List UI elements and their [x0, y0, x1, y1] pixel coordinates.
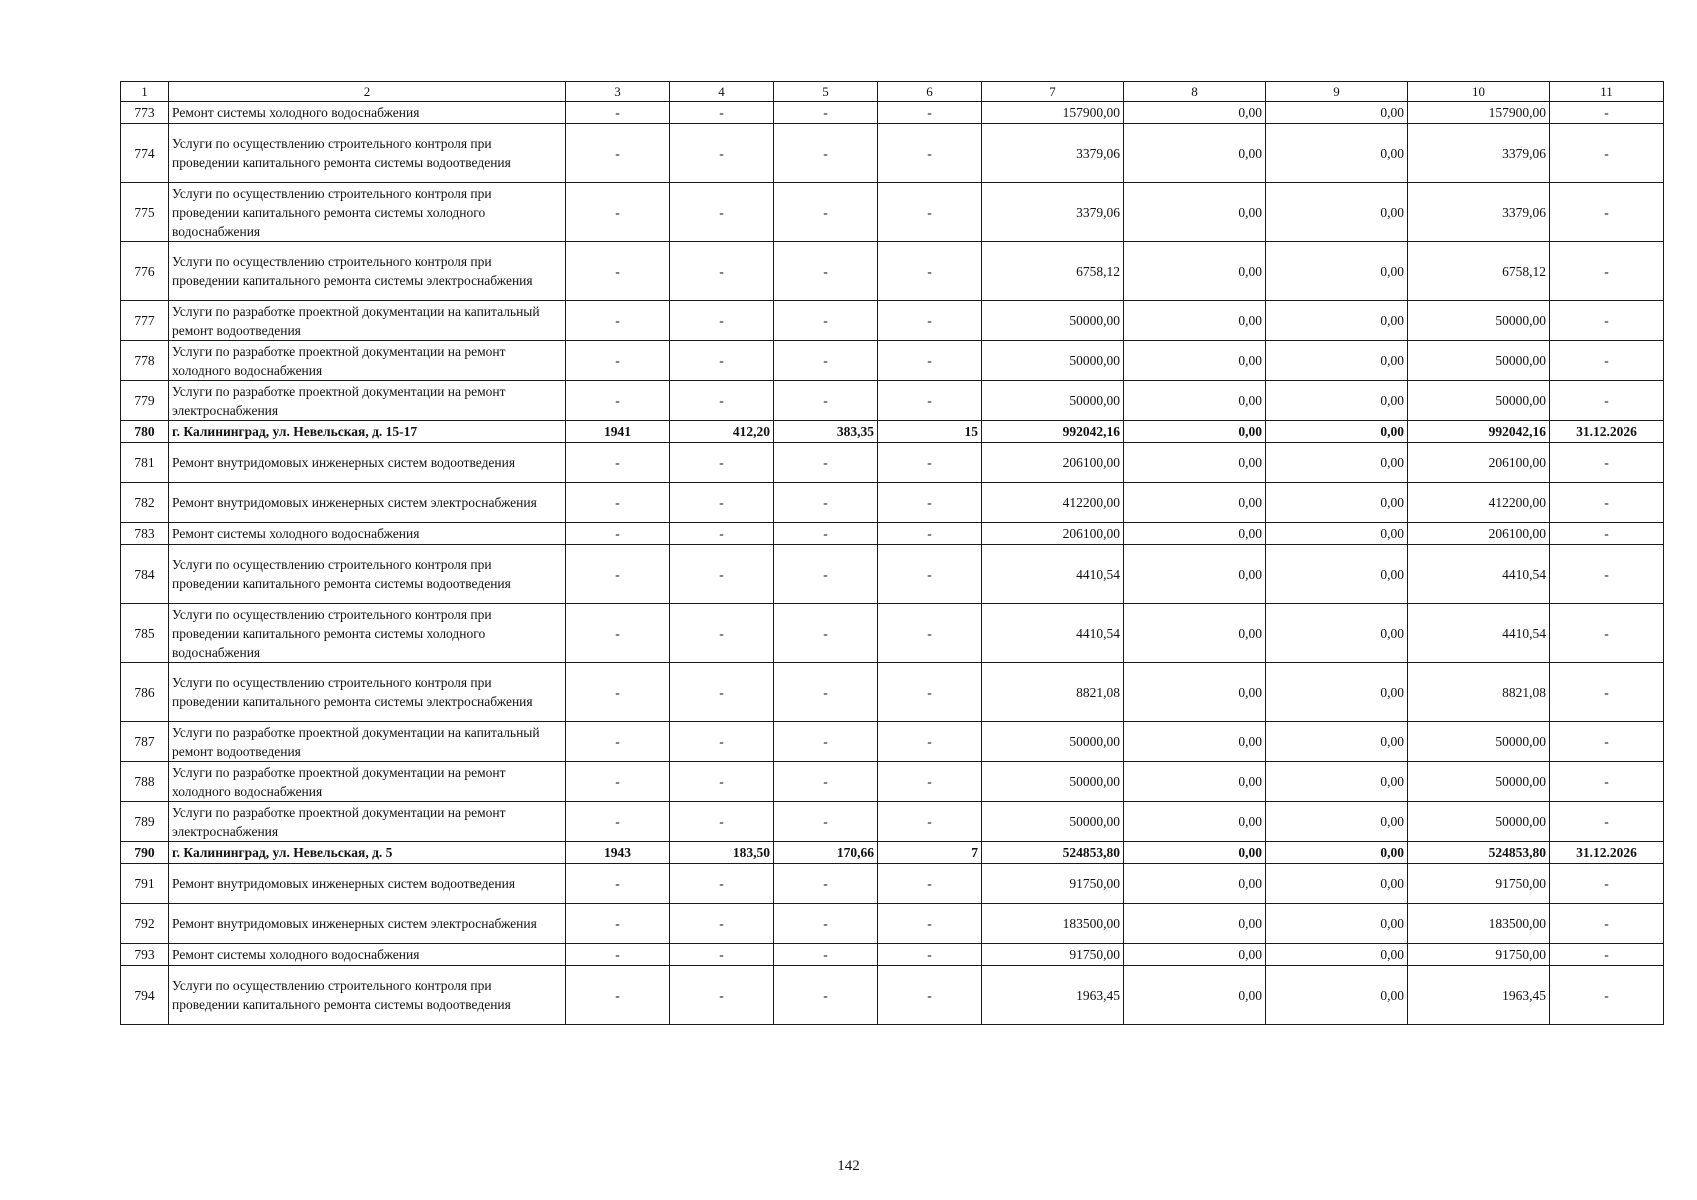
- col7-cell: 50000,00: [982, 341, 1124, 381]
- col5-cell: -: [774, 381, 878, 421]
- col3-cell: -: [566, 604, 670, 663]
- document-sheet: [120, 81, 1663, 1025]
- col4-cell: -: [670, 381, 774, 421]
- col5-cell: -: [774, 183, 878, 242]
- table-body: [121, 82, 1664, 1025]
- col8-cell: 0,00: [1124, 604, 1266, 663]
- work-name-cell: Услуги по разработке проектной документации на ремонт электроснабжения: [169, 381, 566, 421]
- col6-cell: -: [878, 242, 982, 301]
- col3-cell: 1941: [566, 421, 670, 443]
- col11-cell: -: [1550, 904, 1664, 944]
- col4-cell: -: [670, 722, 774, 762]
- col6-cell: -: [878, 966, 982, 1025]
- col8-cell: 0,00: [1124, 663, 1266, 722]
- col10-cell: 3379,06: [1408, 183, 1550, 242]
- table-row: [121, 183, 1664, 242]
- row-number-cell: 778: [121, 341, 169, 381]
- col10-cell: 91750,00: [1408, 944, 1550, 966]
- table-row: [121, 663, 1664, 722]
- col11-cell: -: [1550, 183, 1664, 242]
- col4-cell: -: [670, 443, 774, 483]
- col7-cell: 4410,54: [982, 545, 1124, 604]
- work-name-cell: г. Калининград, ул. Невельская, д. 5: [169, 842, 566, 864]
- column-number-header-row: [121, 82, 1664, 102]
- col5-cell: -: [774, 124, 878, 183]
- col5-cell: -: [774, 722, 878, 762]
- col7-cell: 50000,00: [982, 301, 1124, 341]
- table-row: [121, 864, 1664, 904]
- col11-cell: -: [1550, 381, 1664, 421]
- work-name-cell: Услуги по разработке проектной документации на ремонт холодного водоснабжения: [169, 762, 566, 802]
- col11-cell: -: [1550, 663, 1664, 722]
- col6-cell: -: [878, 944, 982, 966]
- work-name-cell: Услуги по осуществлению строительного контроля при проведении капитального ремонта системы водоотведения: [169, 124, 566, 183]
- col3-cell: -: [566, 663, 670, 722]
- col5-cell: -: [774, 802, 878, 842]
- col4-cell: -: [670, 102, 774, 124]
- row-number-cell: 788: [121, 762, 169, 802]
- col8-cell: 0,00: [1124, 944, 1266, 966]
- col7-cell: 206100,00: [982, 443, 1124, 483]
- col5-cell: 170,66: [774, 842, 878, 864]
- col8-cell: 0,00: [1124, 443, 1266, 483]
- col7-cell: 8821,08: [982, 663, 1124, 722]
- work-name-cell: Услуги по осуществлению строительного контроля при проведении капитального ремонта системы электроснабжения: [169, 663, 566, 722]
- column-header: 7: [982, 82, 1124, 102]
- col7-cell: 412200,00: [982, 483, 1124, 523]
- work-name-cell: Услуги по разработке проектной документации на ремонт холодного водоснабжения: [169, 341, 566, 381]
- table-row: [121, 443, 1664, 483]
- col8-cell: 0,00: [1124, 381, 1266, 421]
- col3-cell: -: [566, 483, 670, 523]
- col9-cell: 0,00: [1266, 904, 1408, 944]
- col9-cell: 0,00: [1266, 242, 1408, 301]
- col7-cell: 524853,80: [982, 842, 1124, 864]
- col8-cell: 0,00: [1124, 864, 1266, 904]
- col5-cell: -: [774, 443, 878, 483]
- work-name-cell: Ремонт внутридомовых инженерных систем водоотведения: [169, 443, 566, 483]
- row-number-cell: 780: [121, 421, 169, 443]
- col8-cell: 0,00: [1124, 301, 1266, 341]
- col5-cell: -: [774, 545, 878, 604]
- table-row: [121, 722, 1664, 762]
- work-name-cell: Услуги по осуществлению строительного контроля при проведении капитального ремонта системы водоотведения: [169, 966, 566, 1025]
- col4-cell: -: [670, 944, 774, 966]
- col10-cell: 50000,00: [1408, 722, 1550, 762]
- col8-cell: 0,00: [1124, 762, 1266, 802]
- col6-cell: -: [878, 762, 982, 802]
- col3-cell: -: [566, 523, 670, 545]
- col10-cell: 524853,80: [1408, 842, 1550, 864]
- col6-cell: -: [878, 604, 982, 663]
- col11-cell: -: [1550, 523, 1664, 545]
- col10-cell: 8821,08: [1408, 663, 1550, 722]
- col11-cell: -: [1550, 944, 1664, 966]
- col9-cell: 0,00: [1266, 604, 1408, 663]
- column-header: 6: [878, 82, 982, 102]
- col4-cell: -: [670, 762, 774, 802]
- col3-cell: -: [566, 301, 670, 341]
- row-number-cell: 790: [121, 842, 169, 864]
- col10-cell: 50000,00: [1408, 381, 1550, 421]
- work-name-cell: Ремонт внутридомовых инженерных систем электроснабжения: [169, 904, 566, 944]
- col9-cell: 0,00: [1266, 102, 1408, 124]
- table-row: [121, 341, 1664, 381]
- col5-cell: -: [774, 102, 878, 124]
- column-header: 5: [774, 82, 878, 102]
- col9-cell: 0,00: [1266, 663, 1408, 722]
- col9-cell: 0,00: [1266, 341, 1408, 381]
- col11-cell: -: [1550, 722, 1664, 762]
- col7-cell: 1963,45: [982, 966, 1124, 1025]
- col8-cell: 0,00: [1124, 124, 1266, 183]
- col4-cell: 412,20: [670, 421, 774, 443]
- col7-cell: 3379,06: [982, 183, 1124, 242]
- col10-cell: 206100,00: [1408, 523, 1550, 545]
- table-row: [121, 966, 1664, 1025]
- row-number-cell: 789: [121, 802, 169, 842]
- col4-cell: -: [670, 124, 774, 183]
- col9-cell: 0,00: [1266, 722, 1408, 762]
- col10-cell: 412200,00: [1408, 483, 1550, 523]
- col11-cell: -: [1550, 483, 1664, 523]
- col8-cell: 0,00: [1124, 722, 1266, 762]
- col4-cell: -: [670, 242, 774, 301]
- work-name-cell: Услуги по разработке проектной документации на капитальный ремонт водоотведения: [169, 722, 566, 762]
- col5-cell: -: [774, 966, 878, 1025]
- col6-cell: 15: [878, 421, 982, 443]
- work-name-cell: Ремонт системы холодного водоснабжения: [169, 944, 566, 966]
- work-name-cell: Ремонт внутридомовых инженерных систем водоотведения: [169, 864, 566, 904]
- col6-cell: -: [878, 523, 982, 545]
- row-number-cell: 793: [121, 944, 169, 966]
- repair-program-table: [120, 81, 1664, 1025]
- col6-cell: -: [878, 483, 982, 523]
- col7-cell: 91750,00: [982, 944, 1124, 966]
- col9-cell: 0,00: [1266, 944, 1408, 966]
- col11-cell: 31.12.2026: [1550, 842, 1664, 864]
- col4-cell: -: [670, 341, 774, 381]
- col9-cell: 0,00: [1266, 483, 1408, 523]
- table-row: [121, 802, 1664, 842]
- table-row: [121, 301, 1664, 341]
- col4-cell: -: [670, 523, 774, 545]
- col8-cell: 0,00: [1124, 242, 1266, 301]
- col8-cell: 0,00: [1124, 483, 1266, 523]
- col6-cell: -: [878, 545, 982, 604]
- row-number-cell: 794: [121, 966, 169, 1025]
- work-name-cell: г. Калининград, ул. Невельская, д. 15-17: [169, 421, 566, 443]
- col5-cell: 383,35: [774, 421, 878, 443]
- col4-cell: -: [670, 483, 774, 523]
- col10-cell: 157900,00: [1408, 102, 1550, 124]
- row-number-cell: 779: [121, 381, 169, 421]
- col3-cell: -: [566, 443, 670, 483]
- col5-cell: -: [774, 301, 878, 341]
- col10-cell: 4410,54: [1408, 545, 1550, 604]
- column-header: 8: [1124, 82, 1266, 102]
- col3-cell: -: [566, 904, 670, 944]
- col11-cell: -: [1550, 604, 1664, 663]
- table-row: [121, 545, 1664, 604]
- col3-cell: -: [566, 722, 670, 762]
- col11-cell: -: [1550, 124, 1664, 183]
- col7-cell: 992042,16: [982, 421, 1124, 443]
- column-header: 9: [1266, 82, 1408, 102]
- col11-cell: -: [1550, 242, 1664, 301]
- table-row: [121, 483, 1664, 523]
- row-number-cell: 774: [121, 124, 169, 183]
- col9-cell: 0,00: [1266, 421, 1408, 443]
- col7-cell: 91750,00: [982, 864, 1124, 904]
- col6-cell: -: [878, 443, 982, 483]
- row-number-cell: 791: [121, 864, 169, 904]
- col9-cell: 0,00: [1266, 183, 1408, 242]
- col11-cell: -: [1550, 545, 1664, 604]
- col8-cell: 0,00: [1124, 421, 1266, 443]
- col3-cell: 1943: [566, 842, 670, 864]
- work-name-cell: Ремонт внутридомовых инженерных систем электроснабжения: [169, 483, 566, 523]
- column-header: 10: [1408, 82, 1550, 102]
- work-name-cell: Услуги по осуществлению строительного контроля при проведении капитального ремонта системы холодного водоснабжения: [169, 604, 566, 663]
- col9-cell: 0,00: [1266, 842, 1408, 864]
- col7-cell: 4410,54: [982, 604, 1124, 663]
- col3-cell: -: [566, 802, 670, 842]
- address-summary-row: [121, 842, 1664, 864]
- col6-cell: -: [878, 102, 982, 124]
- col4-cell: -: [670, 904, 774, 944]
- table-row: [121, 523, 1664, 545]
- col11-cell: -: [1550, 864, 1664, 904]
- column-header: 4: [670, 82, 774, 102]
- col9-cell: 0,00: [1266, 762, 1408, 802]
- col3-cell: -: [566, 545, 670, 604]
- col5-cell: -: [774, 483, 878, 523]
- col3-cell: -: [566, 183, 670, 242]
- col4-cell: 183,50: [670, 842, 774, 864]
- work-name-cell: Услуги по разработке проектной документации на ремонт электроснабжения: [169, 802, 566, 842]
- col5-cell: -: [774, 341, 878, 381]
- col6-cell: -: [878, 341, 982, 381]
- col9-cell: 0,00: [1266, 301, 1408, 341]
- col4-cell: -: [670, 183, 774, 242]
- col5-cell: -: [774, 944, 878, 966]
- col10-cell: 4410,54: [1408, 604, 1550, 663]
- col4-cell: -: [670, 663, 774, 722]
- col6-cell: -: [878, 124, 982, 183]
- row-number-cell: 785: [121, 604, 169, 663]
- col10-cell: 50000,00: [1408, 341, 1550, 381]
- col3-cell: -: [566, 341, 670, 381]
- work-name-cell: Услуги по осуществлению строительного контроля при проведении капитального ремонта системы холодного водоснабжения: [169, 183, 566, 242]
- col5-cell: -: [774, 864, 878, 904]
- work-name-cell: Услуги по осуществлению строительного контроля при проведении капитального ремонта системы водоотведения: [169, 545, 566, 604]
- col6-cell: -: [878, 663, 982, 722]
- col8-cell: 0,00: [1124, 183, 1266, 242]
- row-number-cell: 787: [121, 722, 169, 762]
- col3-cell: -: [566, 944, 670, 966]
- col3-cell: -: [566, 102, 670, 124]
- work-name-cell: Услуги по осуществлению строительного контроля при проведении капитального ремонта системы электроснабжения: [169, 242, 566, 301]
- col7-cell: 50000,00: [982, 381, 1124, 421]
- col11-cell: -: [1550, 966, 1664, 1025]
- work-name-cell: Ремонт системы холодного водоснабжения: [169, 102, 566, 124]
- table-row: [121, 944, 1664, 966]
- col5-cell: -: [774, 663, 878, 722]
- col7-cell: 50000,00: [982, 722, 1124, 762]
- col8-cell: 0,00: [1124, 523, 1266, 545]
- work-name-cell: Ремонт системы холодного водоснабжения: [169, 523, 566, 545]
- col6-cell: -: [878, 301, 982, 341]
- col5-cell: -: [774, 523, 878, 545]
- col7-cell: 50000,00: [982, 762, 1124, 802]
- table-row: [121, 762, 1664, 802]
- col10-cell: 6758,12: [1408, 242, 1550, 301]
- col6-cell: -: [878, 904, 982, 944]
- row-number-cell: 782: [121, 483, 169, 523]
- table-row: [121, 124, 1664, 183]
- col10-cell: 50000,00: [1408, 802, 1550, 842]
- col8-cell: 0,00: [1124, 341, 1266, 381]
- col8-cell: 0,00: [1124, 842, 1266, 864]
- address-summary-row: [121, 421, 1664, 443]
- table-row: [121, 381, 1664, 421]
- col4-cell: -: [670, 966, 774, 1025]
- col9-cell: 0,00: [1266, 443, 1408, 483]
- col4-cell: -: [670, 864, 774, 904]
- table-row: [121, 242, 1664, 301]
- col9-cell: 0,00: [1266, 124, 1408, 183]
- col7-cell: 3379,06: [982, 124, 1124, 183]
- col11-cell: -: [1550, 802, 1664, 842]
- page-number: 142: [837, 1158, 860, 1174]
- col8-cell: 0,00: [1124, 966, 1266, 1025]
- col11-cell: -: [1550, 443, 1664, 483]
- table-row: [121, 102, 1664, 124]
- column-header: 1: [121, 82, 169, 102]
- col11-cell: 31.12.2026: [1550, 421, 1664, 443]
- row-number-cell: 786: [121, 663, 169, 722]
- row-number-cell: 773: [121, 102, 169, 124]
- col7-cell: 206100,00: [982, 523, 1124, 545]
- col5-cell: -: [774, 904, 878, 944]
- col6-cell: -: [878, 864, 982, 904]
- col4-cell: -: [670, 802, 774, 842]
- col5-cell: -: [774, 604, 878, 663]
- row-number-cell: 781: [121, 443, 169, 483]
- col9-cell: 0,00: [1266, 864, 1408, 904]
- col6-cell: 7: [878, 842, 982, 864]
- col6-cell: -: [878, 183, 982, 242]
- table-row: [121, 904, 1664, 944]
- column-header: 2: [169, 82, 566, 102]
- row-number-cell: 792: [121, 904, 169, 944]
- col4-cell: -: [670, 301, 774, 341]
- col11-cell: -: [1550, 301, 1664, 341]
- col9-cell: 0,00: [1266, 381, 1408, 421]
- col10-cell: 50000,00: [1408, 301, 1550, 341]
- col10-cell: 992042,16: [1408, 421, 1550, 443]
- col6-cell: -: [878, 722, 982, 762]
- col8-cell: 0,00: [1124, 802, 1266, 842]
- col3-cell: -: [566, 124, 670, 183]
- col3-cell: -: [566, 242, 670, 301]
- col9-cell: 0,00: [1266, 966, 1408, 1025]
- col10-cell: 3379,06: [1408, 124, 1550, 183]
- table-row: [121, 604, 1664, 663]
- col8-cell: 0,00: [1124, 545, 1266, 604]
- col4-cell: -: [670, 545, 774, 604]
- col7-cell: 50000,00: [982, 802, 1124, 842]
- row-number-cell: 783: [121, 523, 169, 545]
- col3-cell: -: [566, 966, 670, 1025]
- col3-cell: -: [566, 864, 670, 904]
- col6-cell: -: [878, 381, 982, 421]
- col8-cell: 0,00: [1124, 102, 1266, 124]
- col7-cell: 183500,00: [982, 904, 1124, 944]
- col10-cell: 91750,00: [1408, 864, 1550, 904]
- col11-cell: -: [1550, 762, 1664, 802]
- col10-cell: 1963,45: [1408, 966, 1550, 1025]
- col5-cell: -: [774, 242, 878, 301]
- col10-cell: 206100,00: [1408, 443, 1550, 483]
- col6-cell: -: [878, 802, 982, 842]
- row-number-cell: 775: [121, 183, 169, 242]
- col5-cell: -: [774, 762, 878, 802]
- col11-cell: -: [1550, 341, 1664, 381]
- column-header: 11: [1550, 82, 1664, 102]
- col9-cell: 0,00: [1266, 523, 1408, 545]
- col9-cell: 0,00: [1266, 802, 1408, 842]
- col11-cell: -: [1550, 102, 1664, 124]
- col7-cell: 157900,00: [982, 102, 1124, 124]
- work-name-cell: Услуги по разработке проектной документации на капитальный ремонт водоотведения: [169, 301, 566, 341]
- col9-cell: 0,00: [1266, 545, 1408, 604]
- col10-cell: 50000,00: [1408, 762, 1550, 802]
- row-number-cell: 776: [121, 242, 169, 301]
- column-header: 3: [566, 82, 670, 102]
- col3-cell: -: [566, 381, 670, 421]
- col3-cell: -: [566, 762, 670, 802]
- col4-cell: -: [670, 604, 774, 663]
- col8-cell: 0,00: [1124, 904, 1266, 944]
- col7-cell: 6758,12: [982, 242, 1124, 301]
- col10-cell: 183500,00: [1408, 904, 1550, 944]
- row-number-cell: 777: [121, 301, 169, 341]
- row-number-cell: 784: [121, 545, 169, 604]
